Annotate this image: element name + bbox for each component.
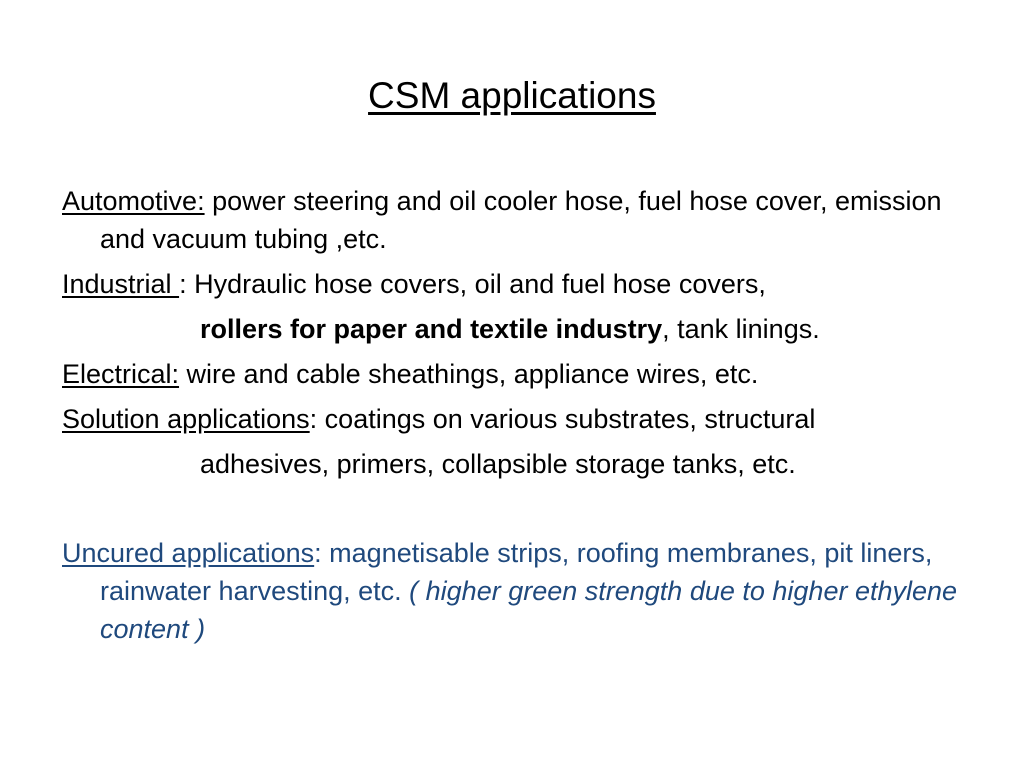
uncured-paragraph [62, 534, 982, 648]
solution-continuation [62, 445, 982, 483]
automotive-paragraph [62, 182, 982, 258]
solution-cont-text: adhesives, primers, collapsible storage tanks, etc. [200, 449, 796, 479]
automotive-text: power steering and oil cooler hose, fuel hose cover, emission and vacuum tubing ,etc. [100, 186, 942, 254]
uncured-italic-note: ( higher green strength due to higher ethylene content ) [100, 576, 958, 644]
industrial-label: Industrial [62, 269, 180, 299]
automotive-label: Automotive: [62, 186, 205, 216]
uncured-text: : magnetisable strips, roofing membranes, pit liners, rainwater harvesting, etc. [100, 538, 933, 606]
solution-paragraph [62, 400, 982, 438]
electrical-text: wire and cable sheathings, appliance wires, etc. [179, 359, 759, 389]
slide-title: CSM applications [368, 75, 656, 116]
electrical-label: Electrical: [62, 359, 180, 389]
industrial-cont-text: , tank linings. [662, 314, 820, 344]
industrial-paragraph [62, 265, 982, 303]
industrial-bold-text: rollers for paper and textile industry [200, 314, 663, 344]
electrical-paragraph [62, 355, 982, 393]
industrial-continuation [62, 310, 982, 348]
industrial-text: : Hydraulic hose covers, oil and fuel hose covers, [179, 269, 766, 299]
uncured-label: Uncured applications [62, 538, 315, 568]
slide-body [62, 182, 982, 655]
paragraph-spacer [62, 490, 982, 534]
solution-text: : coatings on various substrates, structural [309, 404, 816, 434]
solution-label: Solution applications [62, 404, 310, 434]
